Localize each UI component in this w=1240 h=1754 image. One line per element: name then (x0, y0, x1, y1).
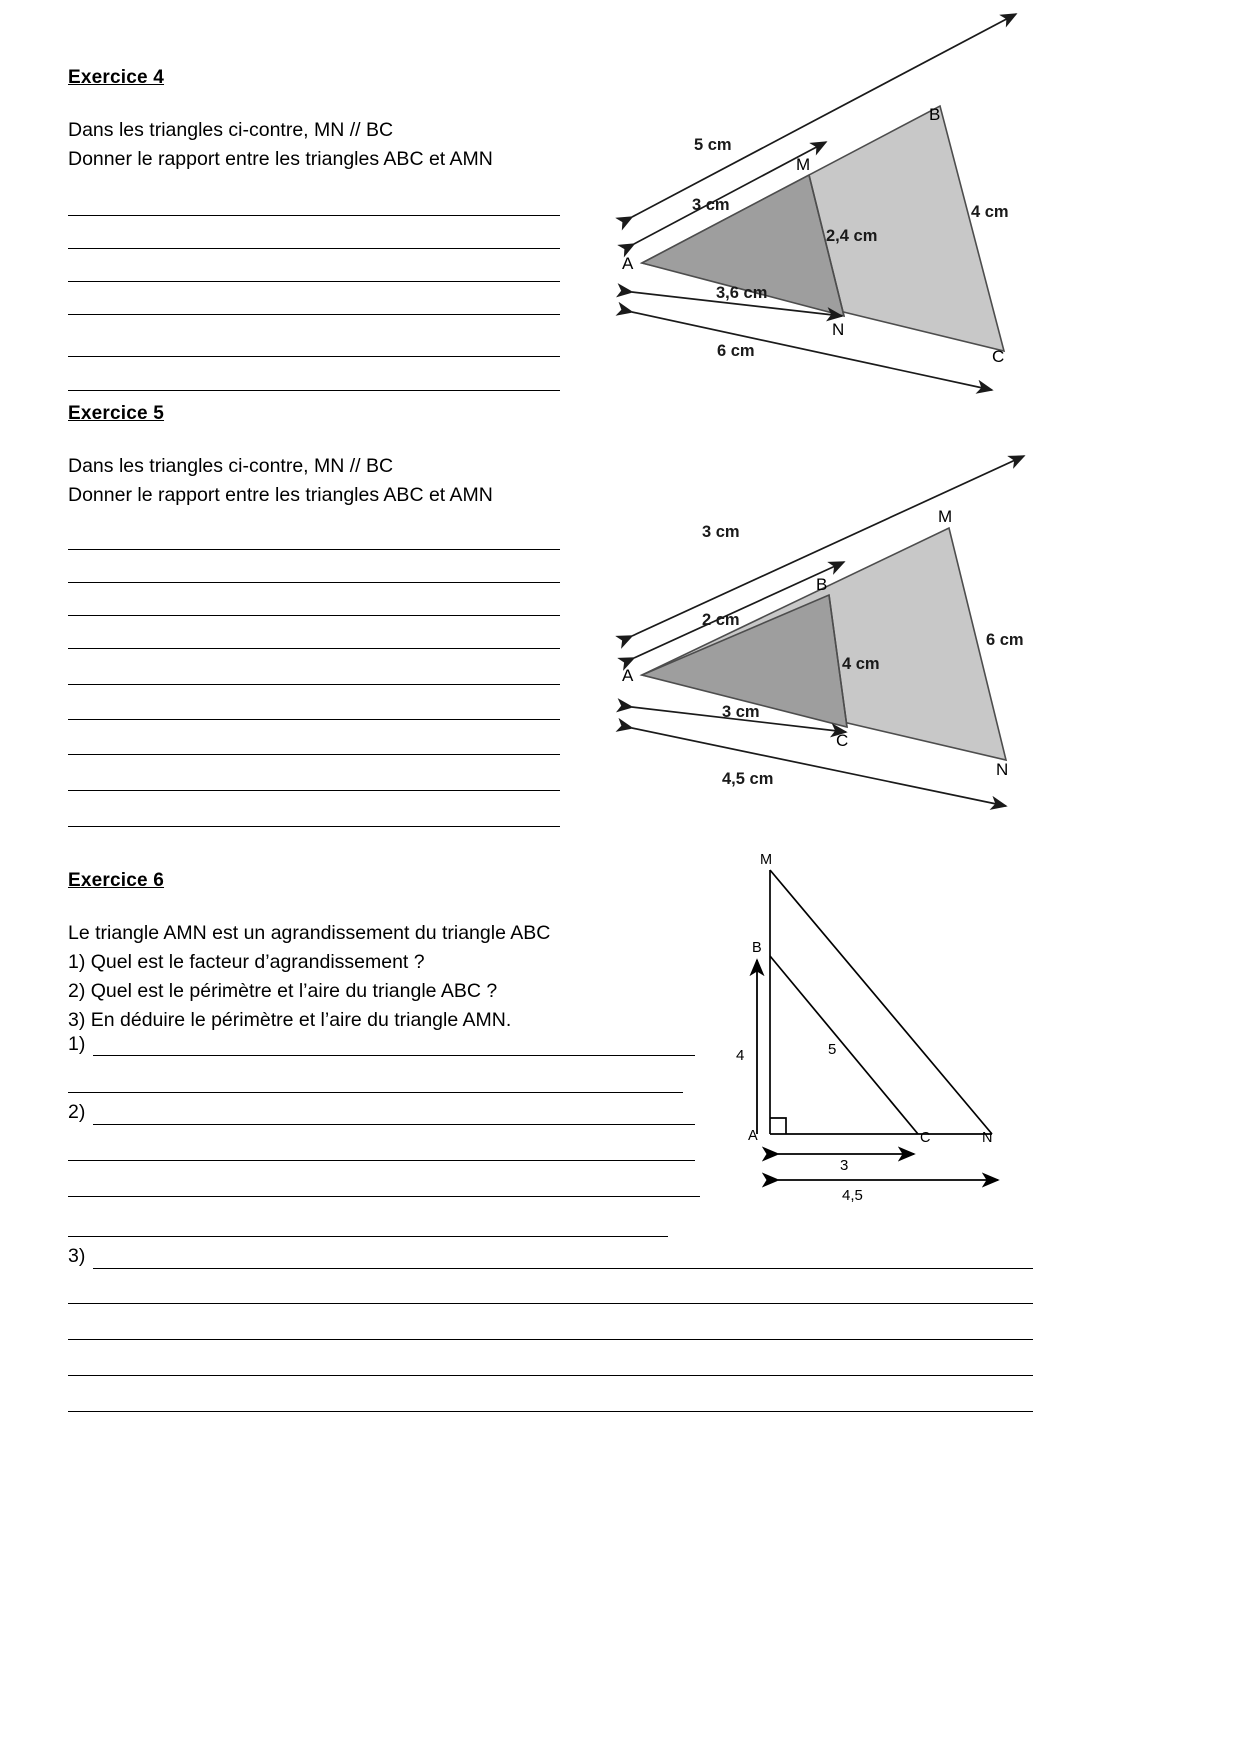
dimension-label-an: 4,5 (842, 1187, 863, 1204)
exercise-6-prompt-line-4: 3) En déduire le périmètre et l’aire du triangle AMN. (68, 1009, 512, 1031)
answer-rule[interactable] (68, 314, 560, 315)
exercise-6-prompt (68, 919, 550, 1035)
answer-rule[interactable] (68, 1375, 1033, 1376)
answer-rule[interactable] (93, 1268, 1033, 1269)
exercise-4-figure (604, 58, 1034, 403)
dimension-label-bc: 4 cm (842, 655, 880, 673)
answer-rule[interactable] (68, 1411, 1033, 1412)
answer-rule[interactable] (68, 356, 560, 357)
vertex-label-a: A (748, 1128, 758, 1144)
answer-marker-3: 3) (68, 1245, 86, 1267)
answer-rule[interactable] (68, 582, 560, 583)
dimension-label-an: 4,5 cm (722, 770, 774, 788)
vertex-label-n: N (996, 760, 1009, 779)
exercise-4-title: Exercice 4 (68, 67, 165, 88)
answer-rule[interactable] (68, 754, 560, 755)
answer-rule[interactable] (68, 1160, 695, 1161)
answer-marker-1: 1) (68, 1033, 86, 1055)
exercise-5-title: Exercice 5 (68, 403, 165, 424)
exercise-6-title: Exercice 6 (68, 870, 165, 891)
segment-mn (770, 870, 992, 1134)
vertex-label-m: M (760, 852, 773, 868)
vertex-label-a: A (622, 666, 634, 685)
answer-rule[interactable] (68, 648, 560, 649)
exercise-4-prompt-line-1: Dans les triangles ci-contre, MN // BC (68, 119, 394, 141)
exercise-5-prompt-line-1: Dans les triangles ci-contre, MN // BC (68, 455, 394, 477)
exercise-6-figure (730, 852, 1030, 1212)
segment-bc (770, 956, 918, 1134)
answer-rule[interactable] (68, 826, 560, 827)
dimension-label-an: 3,6 cm (716, 284, 768, 302)
answer-marker-2: 2) (68, 1101, 86, 1123)
exercise-6-prompt-line-3: 2) Quel est le périmètre et l’aire du triangle ABC ? (68, 980, 498, 1002)
answer-rule[interactable] (68, 248, 560, 249)
exercise-5-prompt (68, 452, 493, 510)
dimension-label-mn: 6 cm (986, 631, 1024, 649)
dimension-label-bc: 5 (828, 1041, 837, 1058)
vertex-label-m: M (796, 155, 811, 174)
answer-rule[interactable] (68, 719, 560, 720)
dimension-label-ab: 4 (736, 1047, 745, 1064)
vertex-label-c: C (836, 731, 849, 750)
dimension-label-am: 3 cm (702, 523, 740, 541)
answer-rule[interactable] (68, 1092, 683, 1093)
dimension-label-ac: 3 cm (722, 703, 760, 721)
vertex-label-b: B (929, 105, 941, 124)
exercise-5-prompt-line-2: Donner le rapport entre les triangles ABC et AMN (68, 484, 493, 506)
dimension-label-ab: 5 cm (694, 136, 732, 154)
vertex-label-m: M (938, 507, 953, 526)
right-angle-marker-a (770, 1118, 786, 1134)
vertex-label-c: C (992, 347, 1005, 366)
answer-rule[interactable] (68, 790, 560, 791)
dimension-label-bc: 4 cm (971, 203, 1009, 221)
exercise-6-prompt-line-2: 1) Quel est le facteur d’agrandissement ? (68, 951, 425, 973)
vertex-label-a: A (622, 254, 634, 273)
answer-rule[interactable] (68, 390, 560, 391)
answer-rule[interactable] (68, 1236, 668, 1237)
answer-rule[interactable] (68, 1303, 1033, 1304)
dimension-label-ac: 6 cm (717, 342, 755, 360)
answer-rule[interactable] (68, 215, 560, 216)
dimension-label-ac: 3 (840, 1157, 849, 1174)
dimension-label-mn: 2,4 cm (826, 227, 878, 245)
answer-rule[interactable] (68, 684, 560, 685)
answer-rule[interactable] (68, 1339, 1033, 1340)
exercise-4-prompt (68, 116, 493, 174)
vertex-label-b: B (752, 940, 762, 956)
exercise-6-prompt-line-1: Le triangle AMN est un agrandissement du triangle ABC (68, 922, 551, 944)
answer-rule[interactable] (93, 1055, 695, 1056)
vertex-label-c: C (920, 1130, 931, 1146)
vertex-label-n: N (982, 1130, 993, 1146)
answer-rule[interactable] (68, 615, 560, 616)
dimension-label-ab: 2 cm (702, 611, 740, 629)
exercise-5-figure (604, 470, 1034, 820)
exercise-4-prompt-line-2: Donner le rapport entre les triangles ABC et AMN (68, 148, 493, 170)
vertex-label-n: N (832, 320, 845, 339)
answer-rule[interactable] (68, 1196, 700, 1197)
answer-rule[interactable] (68, 281, 560, 282)
answer-rule[interactable] (68, 549, 560, 550)
vertex-label-b: B (816, 575, 828, 594)
answer-rule[interactable] (93, 1124, 695, 1125)
dimension-label-am: 3 cm (692, 196, 730, 214)
